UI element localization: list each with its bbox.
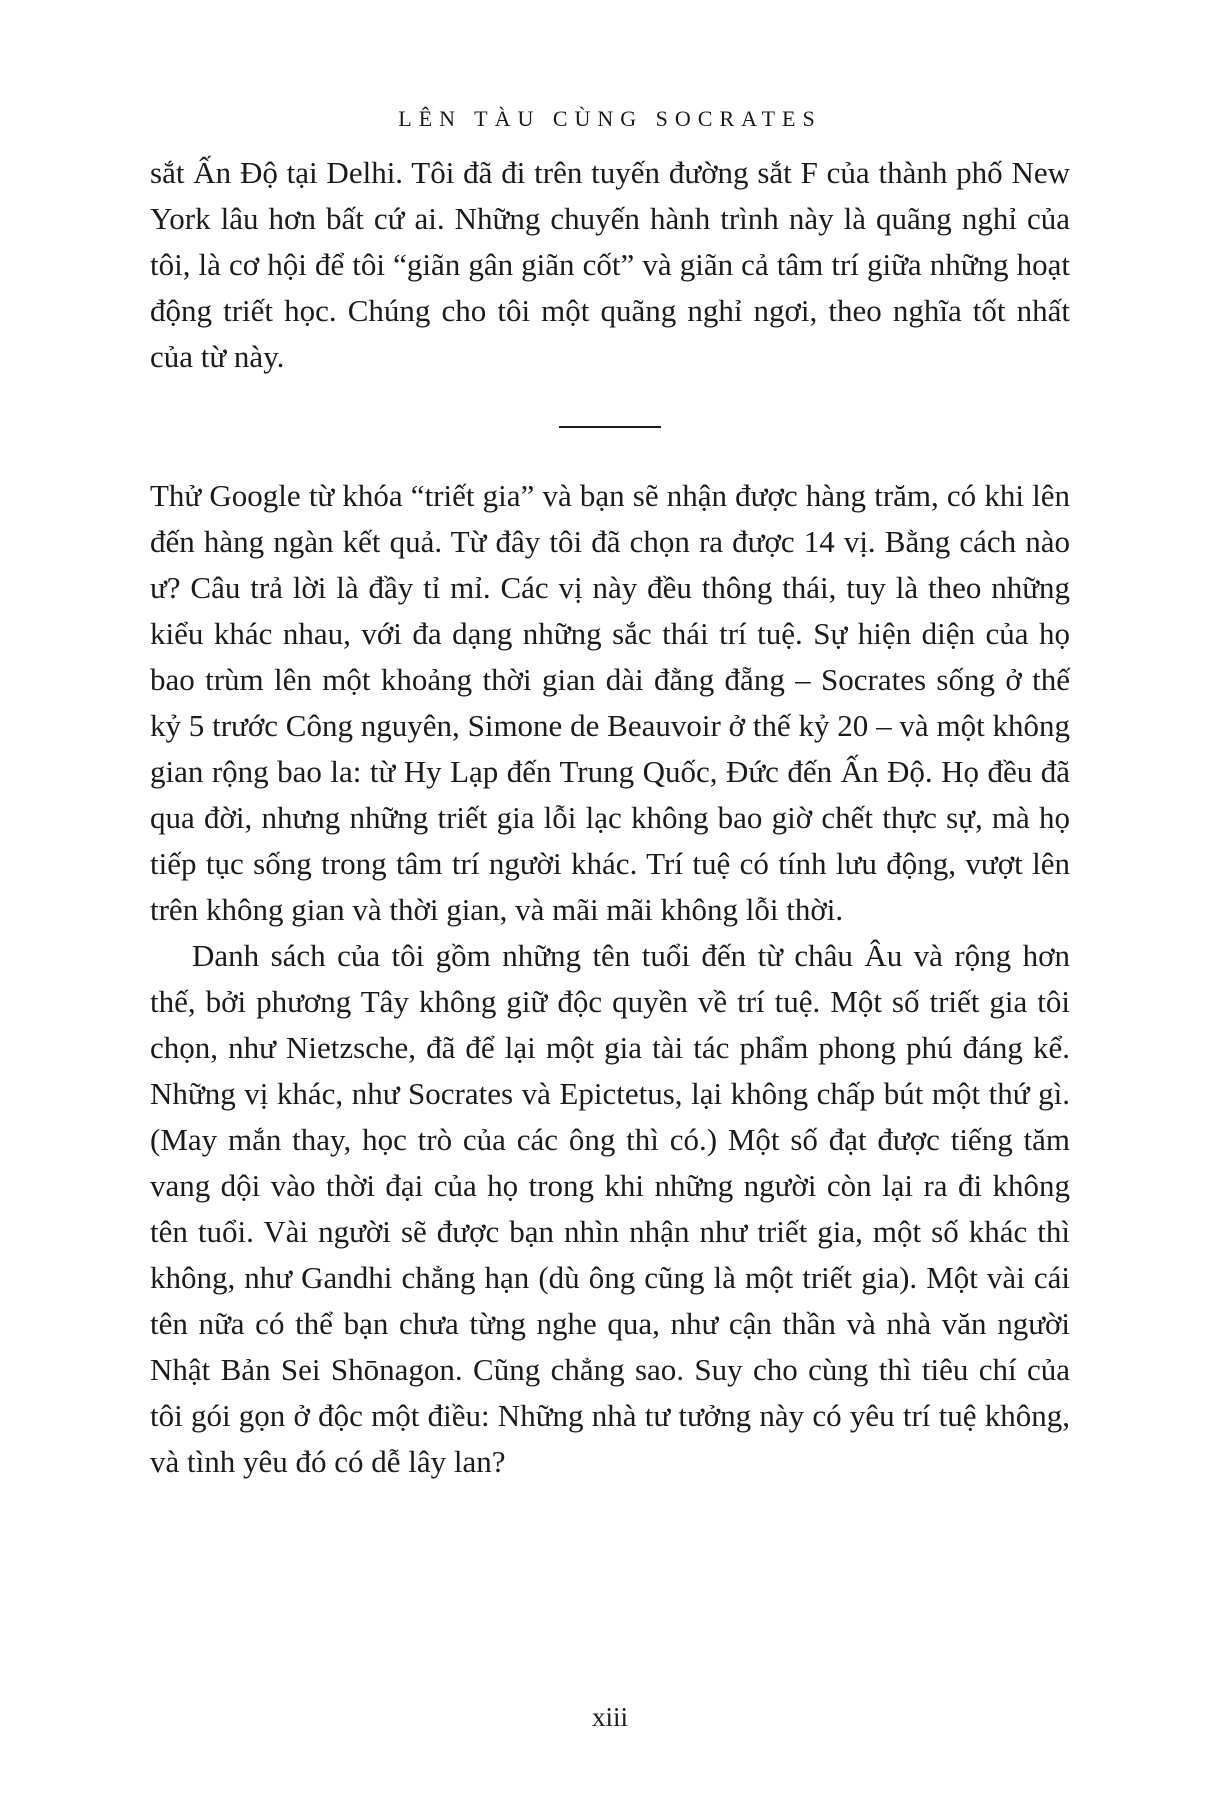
- page-number: xiii: [591, 1702, 628, 1732]
- paragraph-continuation: sắt Ấn Độ tại Delhi. Tôi đã đi trên tuyến đường sắt F của thành phố New York lâu hơn bất cứ ai. Những chuyến hành trình này là quãng nghỉ của tôi, là cơ hội để tôi “giãn gân giãn cốt” và giãn cả tâm trí giữa những hoạt động triết học. Chúng cho tôi một quãng nghỉ ngơi, theo nghĩa tốt nhất của từ này.: [150, 155, 1070, 374]
- paragraph-section-opening: Thử Google từ khóa “triết gia” và bạn sẽ nhận được hàng trăm, có khi lên đến hàng ngàn kết quả. Từ đây tôi đã chọn ra được 14 vị. Bằng cách nào ư? Câu trả lời là đầy tỉ mỉ. Các vị này đều thông thái, tuy là theo những kiểu khác nhau, với đa dạng những sắc thái trí tuệ. Sự hiện diện của họ bao trùm lên một khoảng thời gian dài đằng đẵng – Socrates sống ở thế kỷ 5 trước Công nguyên, Simone de Beauvoir ở thế kỷ 20 – và một không gian rộng bao la: từ Hy Lạp đến Trung Quốc, Đức đến Ấn Độ. Họ đều đã qua đời, nhưng những triết gia lỗi lạc không bao giờ chết thực sự, mà họ tiếp tục sống trong tâm trí người khác. Trí tuệ có tính lưu động, vượt lên trên không gian và thời gian, và mãi mãi không lỗi thời.: [150, 478, 1070, 927]
- section-divider-rule: [559, 426, 661, 428]
- body-text: [150, 150, 1070, 1485]
- running-head: LÊN TÀU CÙNG SOCRATES: [398, 106, 822, 131]
- paragraph-indented: Danh sách của tôi gồm những tên tuổi đến từ châu Âu và rộng hơn thế, bởi phương Tây không giữ độc quyền về trí tuệ. Một số triết gia tôi chọn, như Nietzsche, đã để lại một gia tài tác phẩm phong phú đáng kể. Những vị khác, như Socrates và Epictetus, lại không chấp bút một thứ gì. (May mắn thay, học trò của các ông thì có.) Một số đạt được tiếng tăm vang dội vào thời đại của họ trong khi những người còn lại ra đi không tên tuổi. Vài người sẽ được bạn nhìn nhận như triết gia, một số khác thì không, như Gandhi chẳng hạn (dù ông cũng là một triết gia). Một vài cái tên nữa có thể bạn chưa từng nghe qua, như cận thần và nhà văn người Nhật Bản Sei Shōnagon. Cũng chẳng sao. Suy cho cùng thì tiêu chí của tôi gói gọn ở độc một điều: Những nhà tư tưởng này có yêu trí tuệ không, và tình yêu đó có dễ lây lan?: [150, 938, 1070, 1479]
